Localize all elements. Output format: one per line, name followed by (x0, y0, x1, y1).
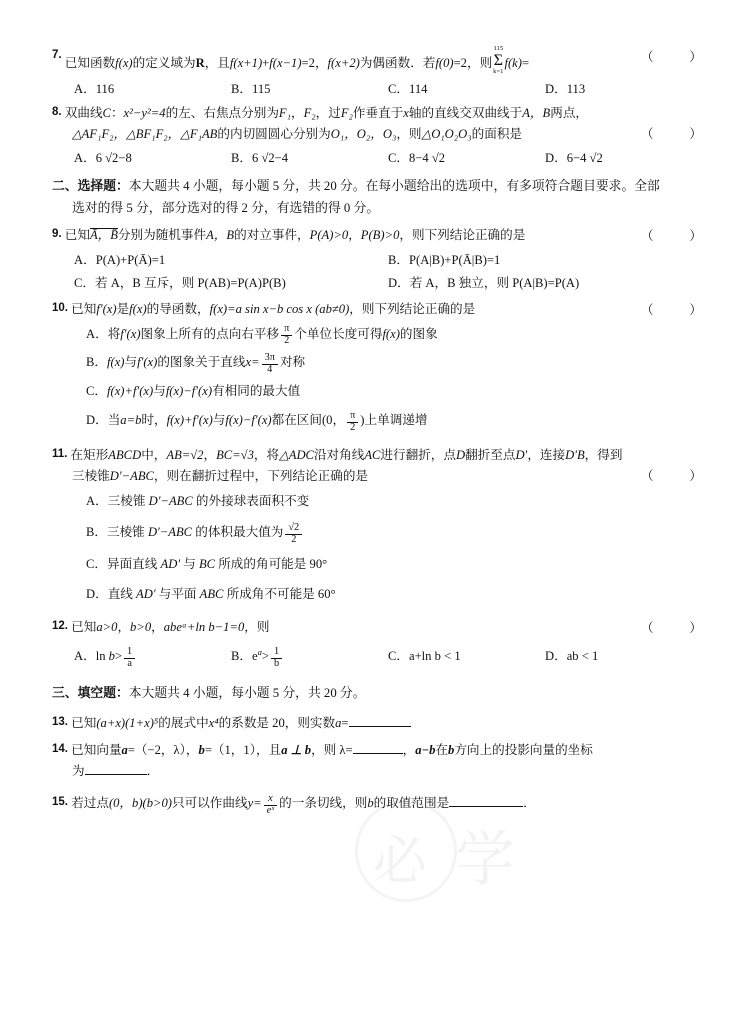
option-D[interactable]: D．6−4 √2 (545, 150, 603, 165)
question-13 (52, 713, 702, 734)
question-8 (52, 103, 702, 166)
question-10-option-A[interactable]: A．将f′(x)图象上所有的点向右平移 $\frac{\pi}{2}$ 个单位长度可得f(x)的图象 (86, 323, 438, 347)
answer-paren-11: （ ） (640, 468, 702, 483)
section-three-line-1: 本大题共 4 小题，每小题 5 分，共 20 分。 (128, 686, 366, 701)
question-9-options-row-2 (52, 272, 702, 291)
answer-paren-10: （ ） (640, 302, 702, 317)
answer-paren-12: （ ） (640, 621, 702, 636)
answer-blank-13[interactable] (349, 726, 411, 727)
question-15-number: 15. (52, 796, 68, 809)
question-7 (52, 46, 702, 97)
option-C[interactable]: C．114 (388, 82, 428, 97)
answer-blank-15[interactable] (449, 806, 523, 807)
question-12 (52, 617, 702, 671)
answer-paren-9: （ ） (640, 229, 702, 244)
question-15-stem: 若过点(0，b)(b>0)只可以作曲线y= $\frac{x}{\text{eˣ}}$ 的一条切线，则b的取值范围是 ． (71, 792, 536, 816)
answer-blank-14-a[interactable] (353, 753, 403, 754)
question-11-stem-line-1: 在矩形ABCD中，AB=√2，BC=√3，将△ADC沿对角线AC进行翻折，点D翻折至点D′，连接D′B，得到 (70, 448, 623, 463)
question-14-stem-line-2: 为 ． (72, 763, 160, 778)
question-11-option-A[interactable]: A．三棱锥 D′−ABC 的外接球表面积不变 (86, 493, 310, 508)
watermark-char-2: 学 (455, 827, 515, 893)
question-12-options (52, 641, 702, 671)
section-two-line-2: 选对的得 5 分，部分选对的得 2 分，有选错的得 0 分。 (72, 200, 380, 215)
question-15 (52, 793, 702, 817)
watermark-char-1: 必 (373, 831, 427, 891)
question-10-option-B[interactable]: B．f(x)与f′(x)的图象关于直线x= $\frac{3\pi}{4}$ 对称 (86, 352, 306, 376)
question-10 (52, 299, 702, 435)
question-9-number: 9. (52, 228, 62, 241)
fraction-1-over-b: $\frac{1}{b}$ (271, 647, 282, 670)
option-D[interactable]: D．ab < 1 (545, 648, 599, 663)
question-9-stem: 已知Ā，B̄分别为随机事件A，B的对立事件，P(A)>0，P(B)>0，则下列结论正确的是 (64, 228, 526, 243)
question-11-option-C[interactable]: C．异面直线 AD′ 与 BC 所成的角可能是 90° (86, 556, 328, 571)
fraction-pi-over-2-interval: $\frac{\pi}{2}$ (347, 411, 358, 434)
question-13-stem: 已知(a+x)(1+x)⁵的展式中x⁴的系数是 20，则实数a= (71, 716, 410, 730)
q7-summation: 115 Σ k=1 (493, 45, 504, 75)
option-C[interactable]: C．若 A，B 互斥，则 P(AB)=P(A)P(B) (74, 275, 286, 290)
question-14-stem-line-1: 已知向量a=（−2，λ），b=（1，1），且a ⊥ b，则 λ= ，a−b在b方向上的投影向量的坐标 (71, 743, 593, 758)
section-three-title: 三、填空题： (52, 686, 129, 701)
fraction-x-over-ex: $\frac{x}{\text{eˣ}}$ (264, 794, 278, 817)
question-8-options (52, 147, 702, 166)
question-14 (52, 740, 702, 781)
question-7-stem: 已知函数f(x)的定义域为R，且f(x+1)+f(x−1)=2，f(x+2)为偶函数．若f(0)=2，则 115 Σ k=1 f(k)= (64, 45, 530, 75)
option-B[interactable]: B．$e^a>$ $\frac{1}{b}$ (231, 641, 388, 671)
question-14-number: 14. (52, 743, 68, 756)
fraction-pi-over-2: $\frac{\pi}{2}$ (281, 324, 292, 347)
question-7-options (52, 78, 702, 97)
q7-fx: f(x) (115, 56, 133, 71)
question-12-number: 12. (52, 620, 68, 633)
section-two-line-1: 本大题共 4 小题，每小题 5 分，共 20 分。在每小题给出的选项中，有多项符合题目要求。全部 (128, 178, 660, 193)
question-7-number: 7. (52, 49, 62, 61)
question-8-number: 8. (52, 106, 62, 119)
option-A[interactable]: A．116 (74, 82, 115, 97)
question-10-option-C[interactable]: C．f(x)+f′(x)与f(x)−f′(x)有相同的最大值 (86, 384, 301, 399)
option-A[interactable]: A．ln b> $\frac{1}{a}$ (74, 641, 231, 671)
fraction-3pi-over-4: $\frac{3\pi}{4}$ (262, 353, 278, 376)
option-B[interactable]: B．P(A|B)+P(Ā|B)=1 (388, 252, 501, 267)
question-13-number: 13. (52, 715, 68, 728)
question-8-stem-line-2: （ ） △AF₁F₂，△BF₁F₂，△F₁AB的内切圆圆心分别为O₁，O₂，O₃，则△O₁O₂O₃的面积是 (52, 124, 702, 144)
section-three (52, 683, 702, 705)
answer-blank-14-b[interactable] (85, 774, 147, 775)
section-two (52, 176, 702, 220)
q7-R: R (195, 56, 205, 71)
option-B[interactable]: B．6 √2−4 (231, 150, 289, 165)
option-B[interactable]: B．115 (231, 82, 271, 97)
question-12-stem: 已知a>0，b>0，abeᵃ+ln b−1=0，则 (71, 620, 270, 635)
option-C[interactable]: C．a+ln b < 1 (388, 648, 461, 663)
fraction-1-over-a: $\frac{1}{a}$ (124, 647, 135, 670)
question-10-stem: 已知f′(x)是f(x)的导函数，f(x)=a sin x−b cos x (ab≠0)，则下列结论正确的是 (71, 301, 476, 316)
question-9-options-row-1 (52, 249, 702, 268)
answer-paren-7: （ ） (640, 50, 702, 64)
question-9 (52, 225, 702, 291)
q9-complement-events: Ā，B̄ (89, 228, 118, 243)
option-A[interactable]: A．6 √2−8 (74, 150, 132, 165)
question-11 (52, 445, 702, 609)
question-11-option-D[interactable]: D．直线 AD′ 与平面 ABC 所成角不可能是 60° (86, 587, 336, 602)
question-11-option-B[interactable]: B．三棱锥 D′−ABC 的体积最大值为 $\frac{√2}{2}$ (52, 516, 702, 549)
answer-paren-8: （ ） (640, 126, 702, 141)
fraction-sqrt2-over-2: $\frac{√2}{2}$ (285, 523, 302, 546)
option-A[interactable]: A．P(A)+P(Ā)=1 (74, 252, 166, 267)
question-10-number: 10. (52, 301, 68, 314)
section-two-title: 二、选择题： (52, 178, 129, 193)
question-10-option-D[interactable]: D．当a=b时，f(x)+f′(x)与f(x)−f′(x)都在区间(0， $\frac{\pi}{2}$ )上单调递增 (86, 410, 428, 434)
question-11-stem-line-2: （ ） 三棱锥D′−ABC，则在翻折过程中，下列结论正确的是 (52, 466, 702, 486)
question-8-stem-line-1: 双曲线C：x²−y²=4的左、右焦点分别为F₁，F₂，过F₂作垂直于x轴的直线交双曲线于A，B两点， (64, 106, 588, 121)
option-D[interactable]: D．113 (545, 82, 586, 97)
exam-content (52, 46, 702, 823)
question-11-number: 11. (52, 448, 68, 461)
option-C[interactable]: C．8−4 √2 (388, 150, 446, 165)
option-D[interactable]: D．若 A，B 独立，则 P(A|B)=P(A) (388, 275, 580, 290)
